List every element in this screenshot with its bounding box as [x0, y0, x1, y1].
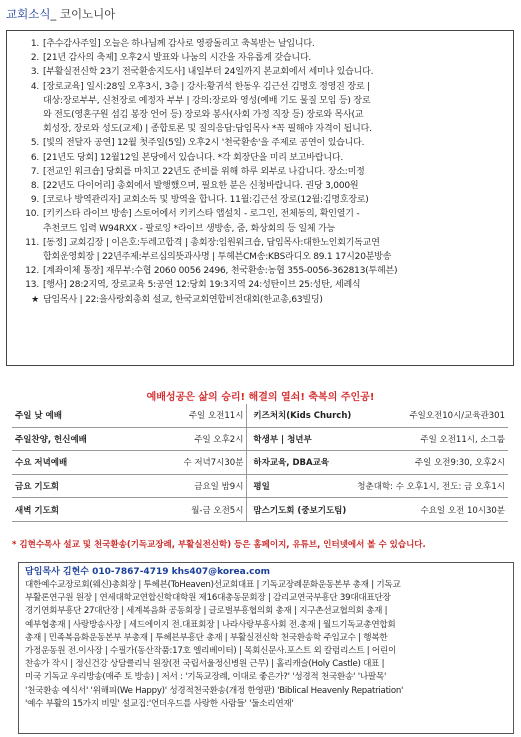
service-time: 금요일 밤9시: [100, 474, 247, 498]
notice-item: [13, 236, 505, 250]
service-name: 하자교육, DBA교육: [247, 451, 354, 475]
notice-text: [코로나 방역관리자] 교회소독 및 방역을 합니다. 11월:김근선 장로(12월:김명호장로): [43, 195, 369, 206]
schedule-row: [12, 427, 508, 451]
pastor-bio-line: 찬송가 작시 | 정신건강 상담클리닉 원장(전 국립서울정신병원 근무) | 홀리캐슬(Holy Castle) 대표 |: [25, 659, 385, 670]
notice-number: 11.: [25, 237, 39, 248]
service-name: 금요 기도회: [12, 474, 100, 498]
notice-box: [6, 30, 514, 366]
service-time: 주일 오후2시: [100, 427, 247, 451]
service-time: 주일오전10시/교육관301: [354, 404, 508, 427]
notice-number: 9.: [30, 195, 39, 206]
notice-text: [21년도 당회] 12월12일 본당에서 있습니다. *각 회장단을 미리 보고바랍니다.: [43, 152, 344, 163]
service-time: 월-금 오전5시: [100, 498, 247, 522]
service-time: 청춘대학: 수 오후1시, 전도: 금 오후1시: [354, 474, 508, 498]
pastor-bio-line: 가정운동원 전.이사장 | 수필가(동산작품:17호 엘리베이터) | 목회신문사.포스트 외 칼럼리스트 | 어린이: [25, 646, 397, 657]
service-time: 주일 오전11시, 소그룹: [354, 427, 508, 451]
notice-number: 2.: [30, 53, 39, 64]
notice-number: 13.: [25, 280, 39, 291]
schedule-row: [12, 498, 508, 522]
pastor-bio-line: '천국환송 예식서' '위해피(We Happy)' 성경적천국환송(개정 한영판) 'Biblical Heavenly Repatriation': [25, 685, 404, 696]
notice-item: [13, 165, 505, 179]
notice-text: [빛의 전달자 공연] 12월 첫주일(5일) 오후2시 '천국환송'을 주제로 공연이 있습니다.: [43, 138, 365, 149]
schedule-row: [12, 451, 508, 475]
notice-continuation: 와 전도(영혼구원 섬김 봉장 언어 등) 장로와 봉사(사회 가정 직장 등) 장로와 목사(교: [43, 110, 364, 121]
media-notice: * 김현수목사 설교 및 천국환송(기독교장례, 부활실전신학) 등은 홈페이지, 유튜브, 인터넷에서 볼 수 있습니다.: [12, 540, 426, 550]
notice-text: [동정] 교회김장 | 이은호:두레고합격 | 총회장:임원워크숍, 답임목사:대한노인회기독교연: [43, 237, 380, 248]
section-header: [6, 6, 115, 22]
slogan: 예배성공은 삶의 승리! 해결의 열쇠! 축복의 주인공!: [146, 392, 375, 403]
pastor-title: 담임목사 김현수 010-7867-4719 khs407@korea.com: [25, 567, 271, 577]
service-name: 주일 낮 예배: [12, 404, 100, 427]
notice-item: [13, 80, 505, 94]
section-title: 교회소식: [6, 7, 51, 21]
notice-continuation: 합회운영회장 | 22년주제:부르심의뜻과사명 | 투헤븐CM송:KBS라디오 89.1 17시20분방송: [43, 252, 392, 263]
notice-continuation: 회성장, 장로와 성도(교제) | 종합토론 및 질의응답:답임목사 *꼭 필해야 자격이 됩니다.: [43, 124, 372, 135]
notice-number: 4.: [30, 81, 39, 92]
notice-text: [21년 감사의 축제] 오후2시 발표와 나눔의 시간을 자유롭게 갖습니다.: [43, 53, 311, 64]
pastor-bio: [25, 579, 507, 711]
pastor-bio-line: 예부협총재 | 사랑방송사장 | 세드에이지 전.대표회장 | 나라사랑부흥사회 전.총재 | 월드기독교총연합회: [25, 619, 396, 630]
notice-number: 1.: [30, 39, 39, 49]
service-name: 평일: [247, 474, 354, 498]
service-name: 수요 저녁예배: [12, 451, 100, 475]
notice-text: [전교인 워크숍] 당회를 마치고 22년도 준비를 위해 하루 외부로 나갑니다. 장소:미정: [43, 166, 365, 177]
service-time: 주일 오전9:30, 오후2시: [354, 451, 508, 475]
pastor-bio-line: 경기연회부흥단 27대단장 | 세계복음화 공동회장 | 글로벌부흥협의회 총재 | 지구촌선교협의회 총재 |: [25, 606, 388, 617]
schedule-row: [12, 404, 508, 427]
notice-text: [장로교육] 일시:28일 오후3시, 3층 | 강사:황귀석 한동우 김근선 김명호 정영진 장로 |: [43, 81, 370, 92]
notice-number: 5.: [30, 138, 39, 149]
pastor-bio-line: 부활론연구원 원장 | 연세대학교연합신학대학원 제16대총동문회장 | 감리교연국부흥단 39대대표단장: [25, 593, 391, 604]
service-time: 수 저녁7시30분: [100, 451, 247, 475]
schedule-table: [12, 404, 508, 522]
pastor-bio-line: 대한예수교장로회(웨신)총회장 | 투헤븐(ToHeaven)선교회대표 | 기독교장례문화운동본부 총재 | 기독교: [25, 580, 401, 590]
notice-number: 3.: [30, 67, 39, 78]
service-name: 맘스기도회 (중보기도팀): [247, 498, 354, 522]
pastor-bio-line: '예수 부활의 15가지 비밀' 설교집:'언더우드를 사랑한 사람들' '둘소리연재': [25, 698, 294, 709]
notice-text: [부활실전신학 23기 전국환송지도사] 내일부터 24일까지 본교회에서 세미나 있습니다.: [43, 67, 374, 78]
notice-continuation: 대상:장로부부, 신천장로 예정자 부부 | 강의:장로와 영성(예배 기도 물질 모임 등) 장로: [43, 95, 371, 106]
notice-item: [13, 264, 505, 278]
pastor-profile-box: [18, 562, 514, 734]
notice-item: [13, 293, 505, 307]
notice-text: [계좌이체 통장] 재무부:수협 2060 0056 2496, 천국환송:농협 355-0056-362813(투헤븐): [43, 266, 398, 277]
schedule-row: [12, 474, 508, 498]
notice-item: [13, 151, 505, 165]
section-subtitle: _ 코이노니아: [50, 7, 116, 21]
notice-item: [13, 179, 505, 193]
notice-item: [13, 193, 505, 207]
notice-item: [13, 207, 505, 221]
notice-text: [키키스타 라이브 방송] 스토어에서 키키스타 앱설치 - 로그인, 전체동의, 확인열기 -: [43, 209, 360, 220]
notice-number: 12.: [25, 266, 39, 277]
notice-item: [13, 51, 505, 65]
service-name: 새벽 기도회: [12, 498, 100, 522]
notice-number: 10.: [25, 209, 39, 220]
service-time: 주일 오전11시: [100, 404, 247, 427]
notice-number: 6.: [30, 152, 39, 163]
notice-item: [13, 136, 505, 150]
pastor-bio-line: 미국 기독교 우리방송(매주 토 방송) | 저서 : '기독교장례, 이대로 좋은가?' '성경적 천국환송' '나팔목': [25, 672, 387, 683]
notice-number: ★: [31, 294, 39, 305]
notice-item: [13, 65, 505, 79]
notice-continuation: 추천코드 입력 W94RXX - 팔로잉 *라이브 생방송, 줌, 화상회의 등 일체 가능: [43, 223, 336, 234]
notice-item: [13, 37, 505, 51]
notice-number: 7.: [30, 166, 39, 177]
service-name: 주일찬양, 헌신예배: [12, 427, 100, 451]
notice-text: [22년도 다이어리] 총회에서 발행했으며, 필요한 분은 신청바랍니다. 권당 3,000원: [43, 181, 359, 192]
pastor-bio-line: 총재 | 민족복음화운동본부 부총재 | 투헤븐부흥단 총재 | 부활실전신학 천국환송학 주임교수 | 행복한: [25, 632, 388, 643]
notice-text: [추수감사주일] 오늘은 하나님께 감사로 영광돌리고 축복받는 날입니다.: [43, 39, 315, 49]
service-time: 수요일 오전 10시30분: [354, 498, 508, 522]
notice-number: 8.: [30, 181, 39, 192]
service-name: 학생부 | 청년부: [247, 427, 354, 451]
service-name: 키즈처치(Kids Church): [247, 404, 354, 427]
notice-text: [행사] 28:2지역, 장로교육 5:공연 12:당회 19:3지역 24:성탄이브 25:성탄, 세례식: [43, 280, 361, 291]
notice-item: [13, 278, 505, 292]
notice-text: 담임목사 | 22:을사랑회총회 설교, 한국교회연합비전대회(한교총,63빌딩): [43, 294, 323, 305]
